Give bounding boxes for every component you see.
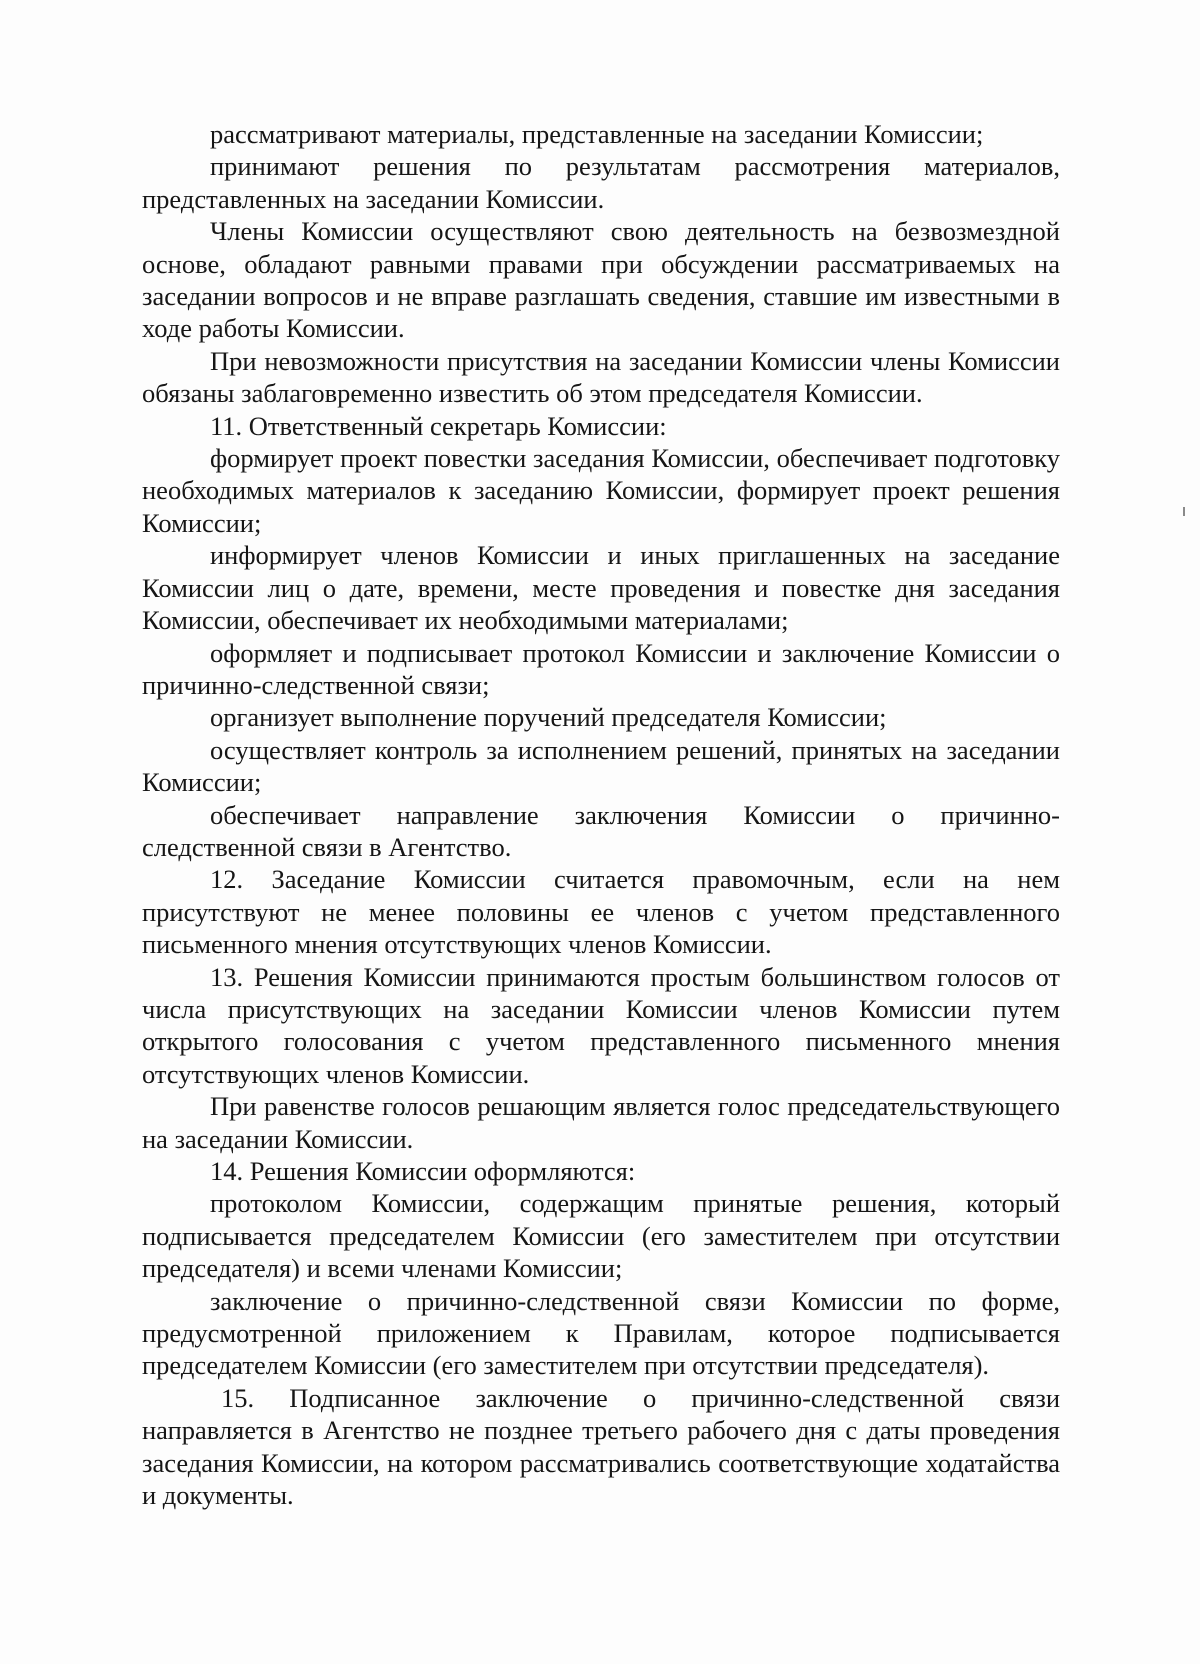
paragraph-9: организует выполнение поручений председателя Комиссии; [210,702,887,733]
paragraph-5-item-11: 11. Ответственный секретарь Комиссии: [210,410,667,441]
scan-margin-mark [1183,507,1185,516]
paragraph-10: осуществляет контроль за исполнением решений, принятых на заседании Комиссии; [142,734,1060,798]
paragraph-11: обеспечивает направление заключения Комиссии о причинно-следственной связи в Агентство. [142,799,1060,862]
paragraph-13-item-13: 13. Решения Комиссии принимаются простым большинством голосов от числа присутствующих на заседании Комиссии членов Комиссии путем открытого голосования с учетом представленного письменного мнения отсутствующих членов Комиссии. [142,961,1060,1089]
paragraph-7: информирует членов Комиссии и иных приглашенных на заседание Комиссии лиц о дате, времени, месте проведения и повестке дня заседания Комиссии, обеспечивает их необходимыми материалами; [142,540,1060,636]
paragraph-4: При невозможности присутствия на заседании Комиссии члены Комиссии обязаны заблаговременно известить об этом председателя Комиссии. [142,345,1060,409]
paragraph-18-item-15: 15. Подписанное заключение о причинно-следственной связи направляется в Агентство не позднее третьего рабочего дня с даты проведения заседания Комиссии, на котором рассматривались соответствующие ходатайства и документы. [142,1382,1060,1511]
paragraph-16: протоколом Комиссии, содержащим принятые решения, который подписывается председателем Комиссии (его заместителем при отсутствии председателя) и всеми членами Комиссии; [142,1188,1060,1284]
paragraph-3: Члены Комиссии осуществляют свою деятельность на безвозмездной основе, обладают равными правами при обсуждении рассматриваемых на заседании вопросов и не вправе разглашать сведения, ставшие им известными в ходе работы Комиссии. [142,216,1060,344]
paragraph-17: заключение о причинно-следственной связи Комиссии по форме, предусмотренной приложением к Правилам, которое подписывается председателем Комиссии (его заместителем при отсутствии председателя). [142,1285,1060,1381]
paragraph-12-item-12: 12. Заседание Комиссии считается правомочным, если на нем присутствуют не менее половины ее членов с учетом представленного письменного мнения отсутствующих членов Комиссии. [142,864,1060,960]
paragraph-1: рассматривают материалы, представленные на заседании Комиссии; [210,119,984,149]
paragraph-15-item-14: 14. Решения Комиссии оформляются: [210,1156,636,1186]
paragraph-2: принимают решения по результатам рассмотрения материалов, представленных на заседании Комиссии. [142,151,1060,214]
paragraph-14: При равенстве голосов решающим является голос председательствующего на заседании Комиссии. [142,1091,1060,1154]
paragraph-6: формирует проект повестки заседания Комиссии, обеспечивает подготовку необходимых материалов к заседанию Комиссии, формирует проект решения Комиссии; [142,443,1060,538]
paragraph-8: оформляет и подписывает протокол Комиссии и заключение Комиссии о причинно-следственной связи; [142,637,1060,700]
document-body [142,118,1060,1511]
